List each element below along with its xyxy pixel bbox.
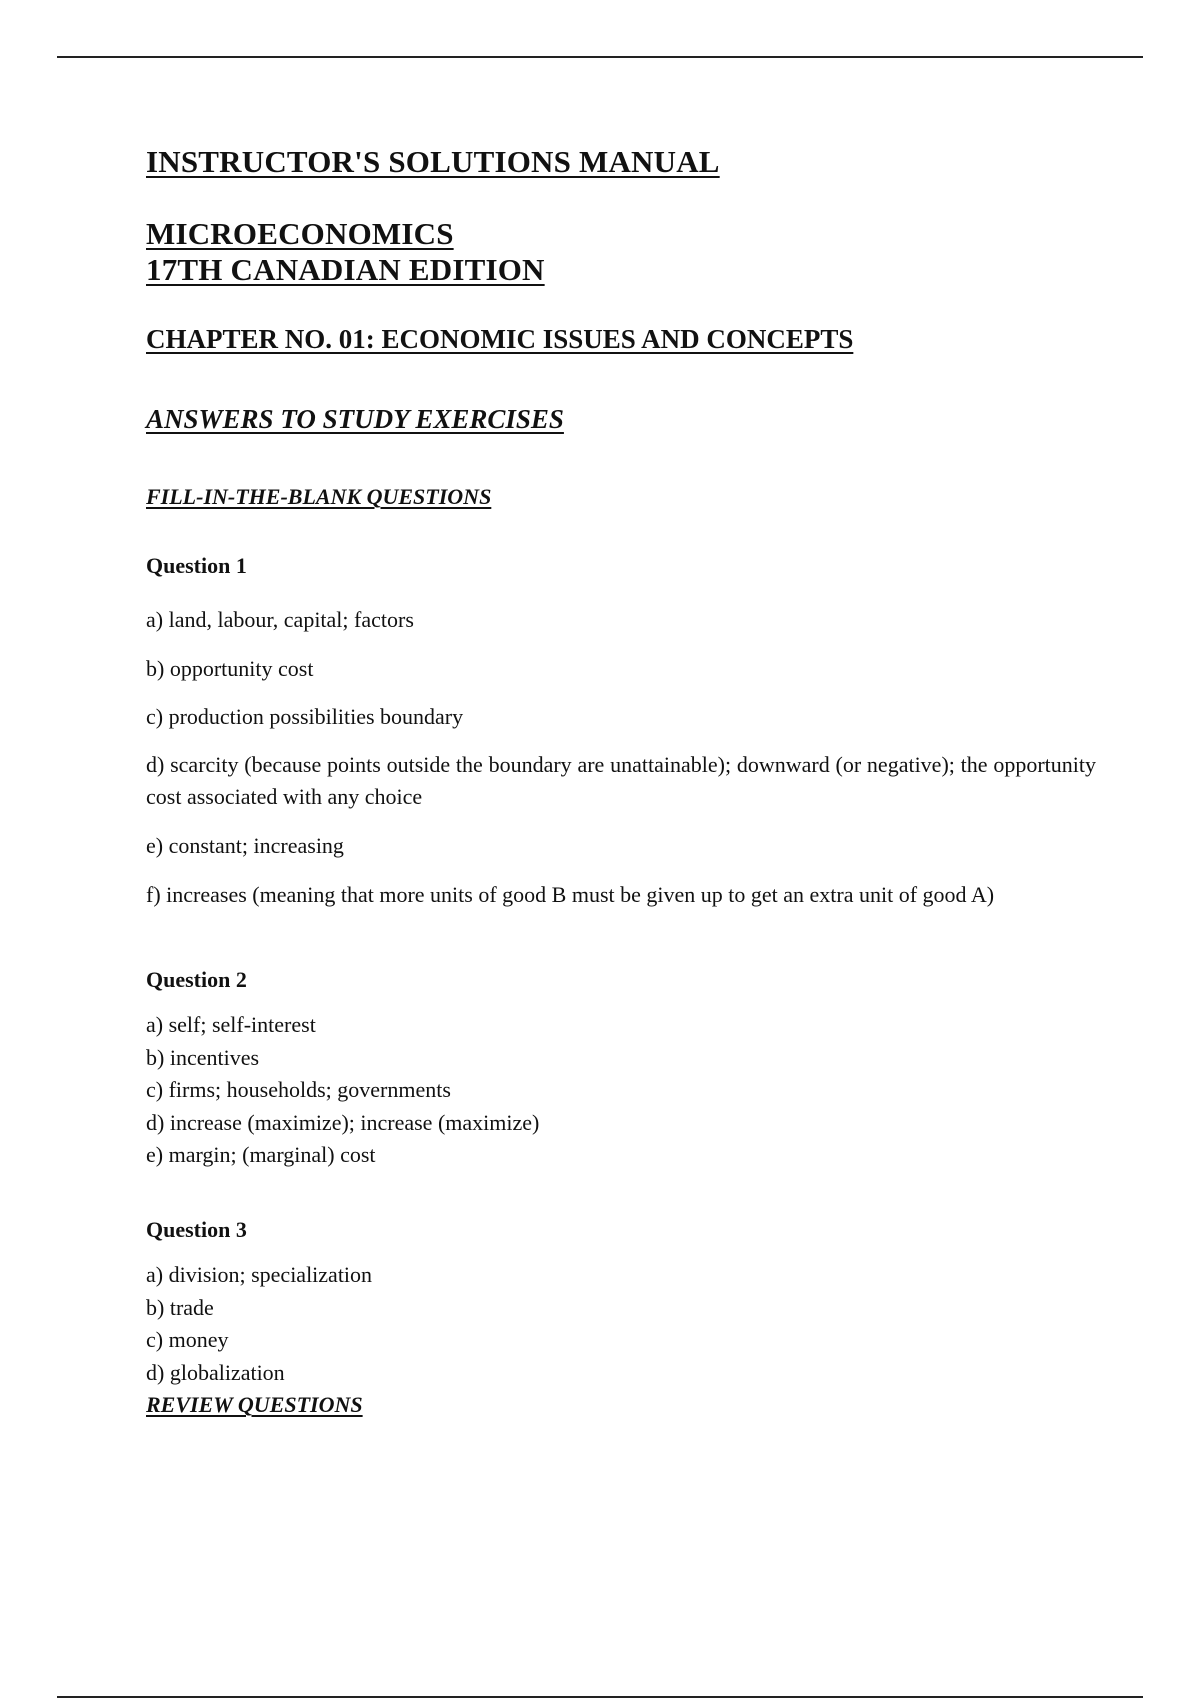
question-2-answer-a: a) self; self-interest (146, 1012, 316, 1037)
question-1-answer-c: c) production possibilities boundary (146, 704, 464, 729)
question-2-answers (146, 1009, 539, 1172)
question-1-answer-b: b) opportunity cost (146, 656, 314, 681)
manual-title: INSTRUCTOR'S SOLUTIONS MANUAL (146, 144, 720, 179)
book-title: MICROECONOMICS (146, 216, 454, 251)
bottom-rule (57, 1696, 1143, 1698)
question-1-heading: Question 1 (146, 553, 247, 578)
question-3-answer-b: b) trade (146, 1294, 214, 1320)
question-2-answer-b: b) incentives (146, 1044, 260, 1070)
question-2-answer-d: d) increase (maximize); increase (maximize) (146, 1109, 540, 1135)
chapter-title: CHAPTER NO. 01: ECONOMIC ISSUES AND CONCEPTS (146, 324, 854, 354)
question-3-answers (146, 1259, 372, 1389)
question-1-answer-f: f) increases (meaning that more units of good B must be given up to get an extra unit of good A) (146, 882, 995, 907)
review-questions-heading: REVIEW QUESTIONS (146, 1392, 363, 1417)
subsection-title: FILL-IN-THE-BLANK QUESTIONS (146, 484, 492, 509)
question-3-answer-d: d) globalization (146, 1359, 285, 1385)
question-3-heading: Question 3 (146, 1217, 247, 1242)
question-1-answer-a: a) land, labour, capital; factors (146, 607, 414, 632)
question-2-answer-e: e) margin; (marginal) cost (146, 1142, 376, 1167)
question-1-answer-e: e) constant; increasing (146, 833, 344, 858)
section-title: ANSWERS TO STUDY EXERCISES (146, 404, 564, 434)
edition-title: 17TH CANADIAN EDITION (146, 252, 545, 287)
question-3-answer-a: a) division; specialization (146, 1262, 373, 1287)
question-1-answer-d: d) scarcity (because points outside the boundary are unattainable); downward (or negative); the opportunity cost associated with any choice (146, 752, 1096, 809)
top-rule (57, 56, 1143, 58)
question-2-heading: Question 2 (146, 967, 247, 992)
question-3-answer-c: c) money (146, 1327, 229, 1352)
question-2-answer-c: c) firms; households; governments (146, 1077, 451, 1102)
